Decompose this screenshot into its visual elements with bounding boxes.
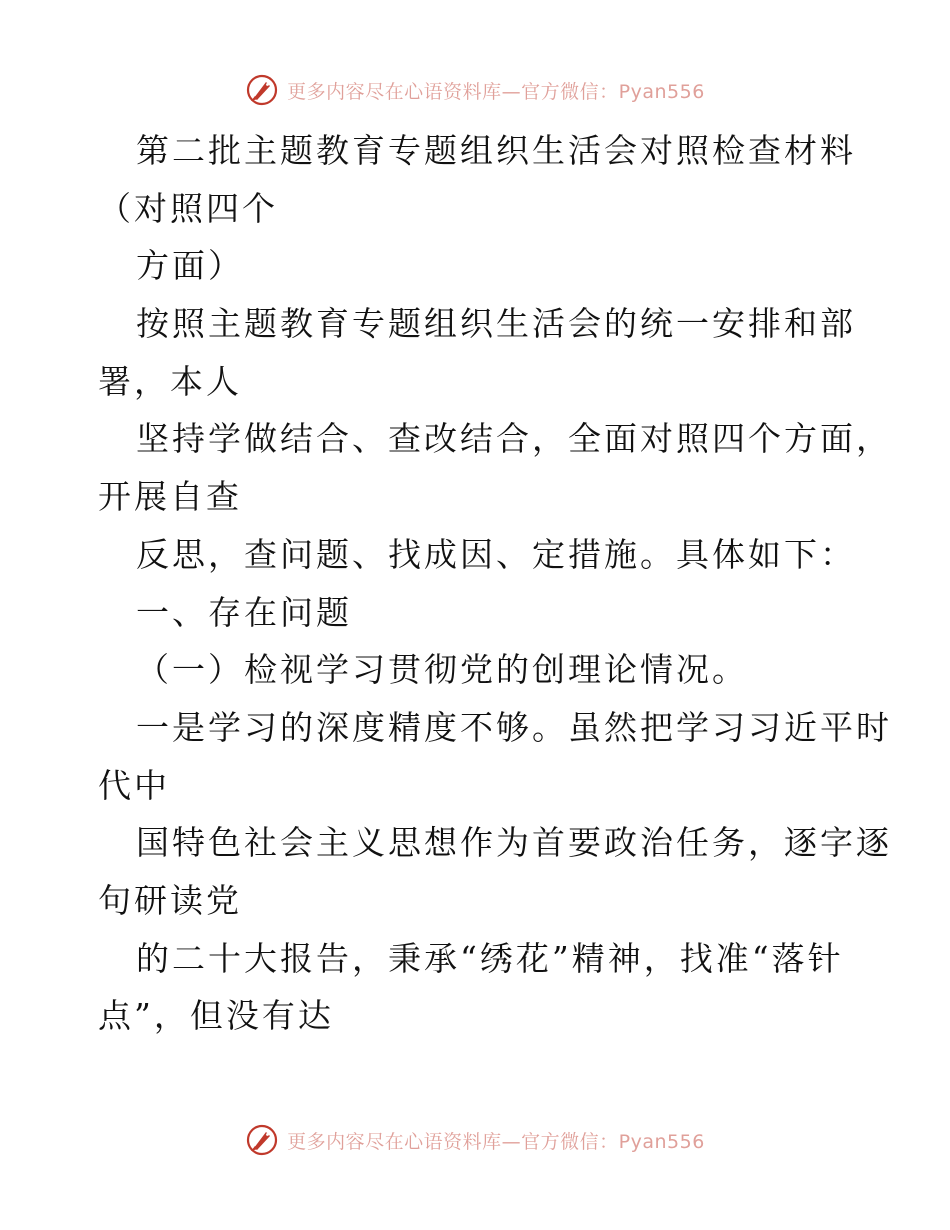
document-line: 署，本人 (98, 361, 242, 401)
document-line: 坚持学做结合、查改结合，全面对照四个方面， (136, 419, 892, 459)
header-watermark-banner (0, 70, 950, 110)
document-body (98, 122, 892, 1045)
document-line: 第二批主题教育专题组织生活会对照检查材料 (136, 131, 856, 170)
header-watermark-text: 更多内容尽在心语资料库—官方微信：Pyan556 (287, 80, 705, 103)
document-line: 国特色社会主义思想作为首要政治任务，逐字逐 (136, 823, 892, 863)
footer-watermark-text: 更多内容尽在心语资料库—官方微信：Pyan556 (287, 1130, 705, 1153)
pen-nib-logo-icon (245, 73, 279, 107)
document-line: （对照四个 (98, 188, 278, 228)
document-line: （一）检视学习贯彻党的创理论情况。 (136, 650, 748, 690)
document-line: 方面） (136, 246, 244, 286)
document-line: 点”，但没有达 (98, 996, 334, 1036)
footer-watermark-banner (0, 1120, 950, 1160)
document-line: 句研读党 (98, 880, 242, 920)
document-line: 代中 (98, 765, 170, 805)
document-line: 的二十大报告，秉承“绣花”精神，找准“落针 (136, 938, 844, 978)
pen-nib-logo-icon (245, 1123, 279, 1157)
document-line: 一是学习的深度精度不够。虽然把学习习近平时 (136, 707, 892, 747)
document-line: 一、存在问题 (136, 592, 352, 632)
document-line: 按照主题教育专题组织生活会的统一安排和部 (136, 304, 856, 344)
document-line: 反思，查问题、找成因、定措施。具体如下： (136, 534, 856, 574)
document-line: 开展自查 (98, 477, 242, 517)
